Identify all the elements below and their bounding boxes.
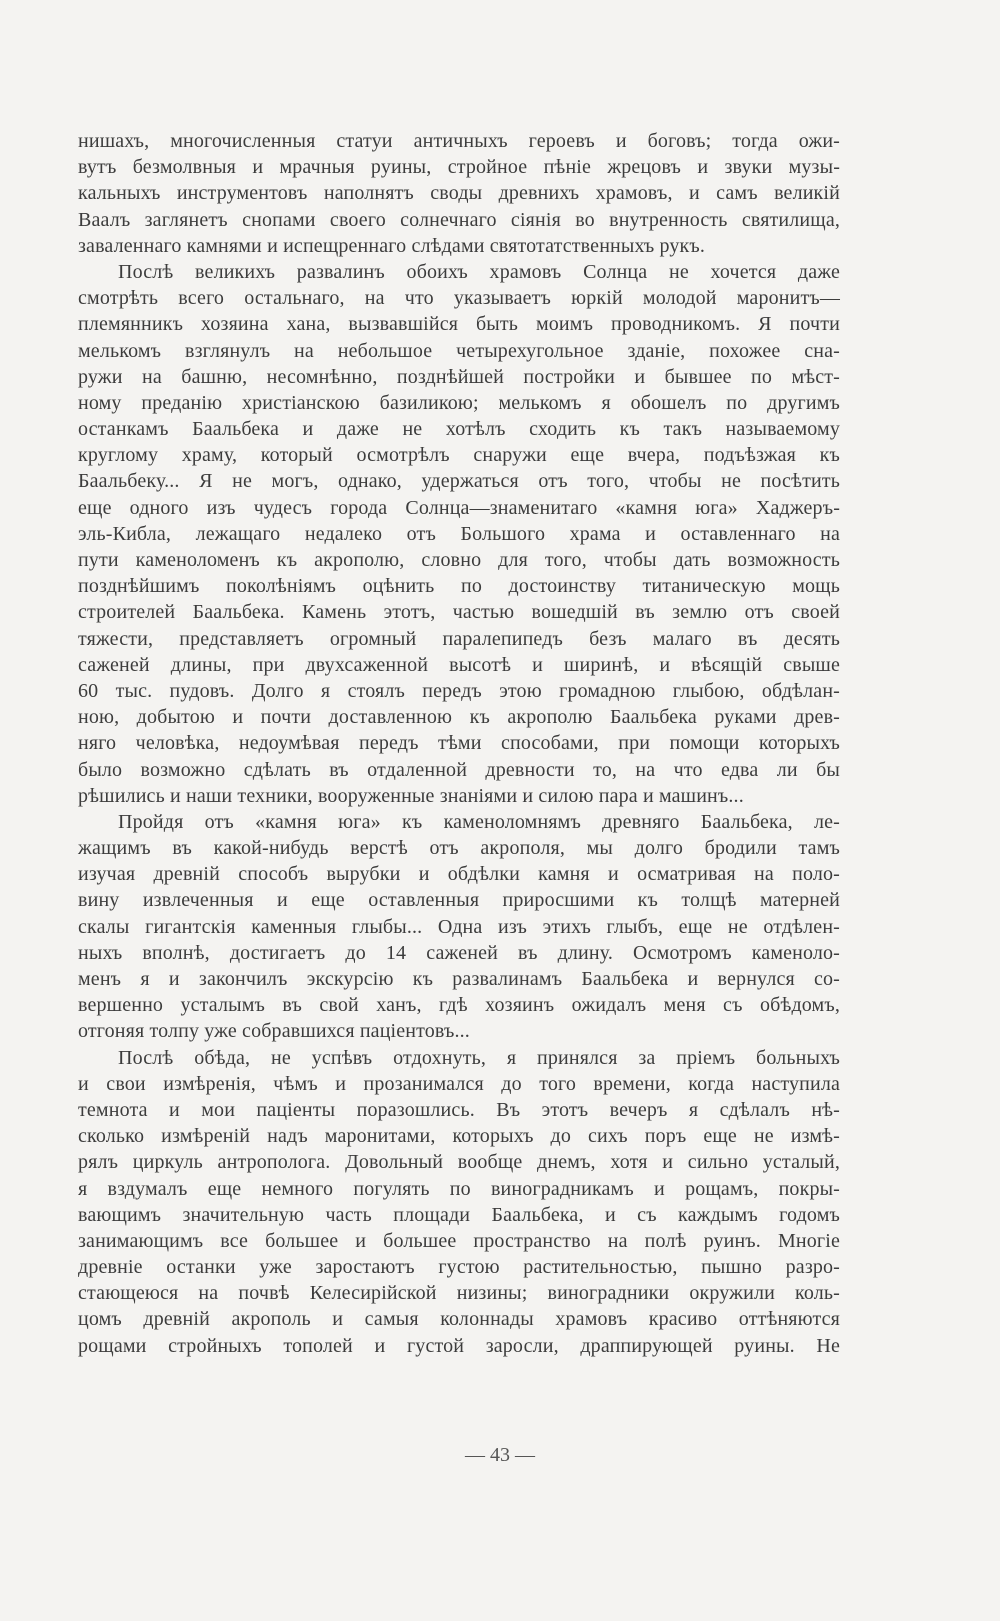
text-line: рѣшились и наши техники, вооруженные знаніями и силою пара и машинъ... bbox=[78, 784, 744, 807]
text-line: мелькомъ взглянулъ на небольшое четырехугольное зданіе, похожее сна- bbox=[78, 339, 840, 362]
text-line: тяжести, представляетъ огромный паралепипедъ безъ малаго въ десять bbox=[78, 627, 840, 650]
text-line: пути каменоломенъ къ акрополю, словно для того, чтобы дать возможность bbox=[78, 549, 840, 571]
text-line: нишахъ, многочисленныя статуи античныхъ героевъ и боговъ; тогда ожи- bbox=[78, 130, 840, 152]
text-line: няго человѣка, недоумѣвая передъ тѣми способами, при помощи которыхъ bbox=[78, 732, 840, 755]
text-line: рощами стройныхъ тополей и густой заросли, драппирующей руины. Не bbox=[78, 1334, 840, 1357]
text-line: я вздумалъ еще немного погулять по виноградникамъ и рощамъ, покры- bbox=[78, 1177, 840, 1200]
text-line: вутъ безмолвныя и мрачныя руины, стройное пѣніе жрецовъ и звуки музы- bbox=[78, 156, 840, 179]
text-line: ному преданію христіанскою базиликою; мелькомъ я обошелъ по другимъ bbox=[78, 391, 840, 414]
text-line: 60 тыс. пудовъ. Долго я стоялъ передъ этою громадною глыбою, обдѣлан- bbox=[78, 679, 840, 702]
text-line: занимающимъ все большее и большее пространство на полѣ руинъ. Многіе bbox=[78, 1229, 840, 1252]
text-line: строителей Баальбека. Камень этотъ, частью вошедшій въ землю отъ своей bbox=[78, 601, 840, 624]
text-line: племянникъ хозяина хана, вызвавшійся быть моимъ проводникомъ. Я почти bbox=[78, 313, 840, 336]
text-line: останкамъ Баальбека и даже не хотѣлъ сходить къ такъ называемому bbox=[78, 418, 840, 441]
page-number: — 43 — bbox=[465, 1444, 535, 1466]
text-line: Баальбеку... Я не могъ, однако, удержаться отъ того, чтобы не посѣтить bbox=[78, 470, 840, 493]
text-line: сколько измѣреній надъ маронитами, которыхъ до сихъ поръ еще не измѣ- bbox=[78, 1125, 840, 1148]
text-line: эль-Кибла, лежащаго недалеко отъ Большого храма и оставленнаго на bbox=[78, 522, 840, 545]
text-line: было возможно сдѣлать въ отдаленной древности то, на что едва ли бы bbox=[78, 758, 840, 781]
text-line: древніе останки уже заростаютъ густою растительностью, пышно разро- bbox=[78, 1256, 840, 1279]
text-line: скалы гигантскія каменныя глыбы... Одна изъ этихъ глыбъ, еще не отдѣлен- bbox=[78, 915, 840, 938]
body-text bbox=[78, 128, 840, 1359]
text-line: жащимъ въ какой-нибудь верстѣ отъ акрополя, мы долго бродили тамъ bbox=[78, 837, 840, 860]
text-line: Ваалъ заглянетъ снопами своего солнечнаго сіянія во внутренность святилища, bbox=[78, 208, 840, 231]
text-line: изучая древній способъ вырубки и обдѣлки камня и осматривая на поло- bbox=[78, 863, 840, 886]
text-line: Послѣ великихъ развалинъ обоихъ храмовъ Солнца не хочется даже bbox=[118, 260, 840, 283]
text-line: круглому храму, который осмотрѣлъ снаружи еще вчера, подъѣзжая къ bbox=[78, 444, 840, 467]
text-line: Пройдя отъ «камня юга» къ каменоломнямъ древняго Баальбека, ле- bbox=[118, 810, 840, 833]
text-line: ною, добытою и почти доставленною къ акрополю Баальбека руками древ- bbox=[78, 706, 840, 729]
text-line: темнота и мои паціенты поразошлись. Въ этотъ вечеръ я сдѣлалъ нѣ- bbox=[78, 1098, 840, 1121]
text-line: стающеюся на почвѣ Келесирійской низины; виноградники окружили коль- bbox=[78, 1282, 840, 1305]
text-line: ныхъ вполнѣ, достигаетъ до 14 саженей въ длину. Осмотромъ каменоло- bbox=[78, 941, 840, 964]
text-line: смотрѣть всего остальнаго, на что указываетъ юркій молодой маронитъ— bbox=[78, 287, 840, 310]
text-line: ружи на башню, несомнѣнно, позднѣйшей постройки и бывшее по мѣст- bbox=[78, 365, 840, 388]
text-line: Послѣ обѣда, не успѣвъ отдохнуть, я принялся за пріемъ больныхъ bbox=[118, 1046, 840, 1069]
text-line: вершенно усталымъ въ свой ханъ, гдѣ хозяинъ ожидалъ меня съ обѣдомъ, bbox=[78, 994, 840, 1017]
text-line: и свои измѣренія, чѣмъ и прозанимался до того времени, когда наступила bbox=[78, 1072, 840, 1095]
text-line: рялъ циркуль антрополога. Довольный вообще днемъ, хотя и сильно усталый, bbox=[78, 1151, 840, 1174]
text-line: саженей длины, при двухсаженной высотѣ и ширинѣ, и вѣсящій свыше bbox=[78, 653, 840, 676]
text-line: цомъ древній акрополь и самыя колоннады храмовъ красиво оттѣняются bbox=[78, 1308, 840, 1331]
text-line: позднѣйшимъ поколѣніямъ оцѣнить по достоинству титаническую мощь bbox=[78, 575, 840, 598]
text-line: менъ я и закончилъ экскурсію къ развалинамъ Баальбека и вернулся со- bbox=[78, 968, 840, 990]
text-line: отгоняя толпу уже собравшихся паціентовъ... bbox=[78, 1020, 470, 1043]
text-line: вину извлеченныя и еще оставленныя приросшими къ толщѣ матерней bbox=[78, 889, 840, 912]
text-line: еще одного изъ чудесъ города Солнца—знаменитаго «камня юга» Хаджеръ- bbox=[78, 496, 840, 519]
text-line: вающимъ значительную часть площади Баальбека, и съ каждымъ годомъ bbox=[78, 1203, 840, 1226]
text-line: кальныхъ инструментовъ наполнятъ своды древнихъ храмовъ, и самъ великій bbox=[78, 182, 840, 205]
text-line: заваленнаго камнями и испещреннаго слѣдами святотатственныхъ рукъ. bbox=[78, 234, 706, 257]
